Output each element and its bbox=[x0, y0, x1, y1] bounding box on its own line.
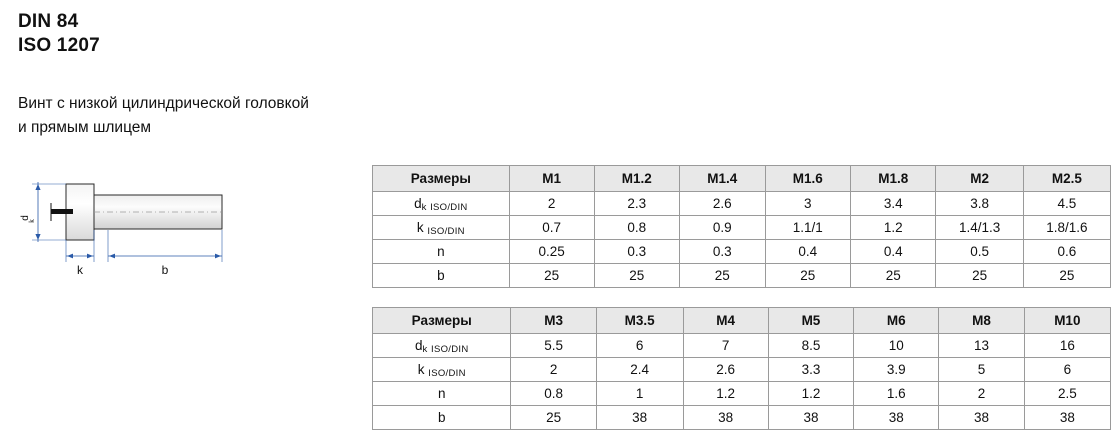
table2-row1-col5: 3.9 bbox=[854, 358, 939, 382]
table2-row1-col4: 3.3 bbox=[768, 358, 853, 382]
table1-row1-col3: 0.9 bbox=[680, 216, 765, 240]
table1-row0-col2: 2.3 bbox=[594, 192, 679, 216]
table1-row1-col6: 1.4/1.3 bbox=[936, 216, 1023, 240]
table1-row3-col6: 25 bbox=[936, 264, 1023, 288]
table2-row1-col3: 2.6 bbox=[683, 358, 768, 382]
table1-row1-col4: 1.1/1 bbox=[765, 216, 850, 240]
table1-row0-col3: 2.6 bbox=[680, 192, 765, 216]
table1-header-2: M1.2 bbox=[594, 166, 679, 192]
table1-row2-col6: 0.5 bbox=[936, 240, 1023, 264]
table2-header-0: Размеры bbox=[373, 308, 511, 334]
table1-row3-col5: 25 bbox=[851, 264, 936, 288]
table1-row0-label: $d_k$ ISO/DIN bbox=[373, 192, 510, 216]
left-column bbox=[18, 10, 368, 140]
table1-row3-label: b bbox=[373, 264, 510, 288]
standard-title bbox=[18, 10, 368, 58]
screw-technical-drawing bbox=[8, 168, 258, 293]
standard-iso: ISO 1207 bbox=[18, 35, 100, 56]
table1-row0-col6: 3.8 bbox=[936, 192, 1023, 216]
table2-row1-col7: 6 bbox=[1024, 358, 1110, 382]
table1-row0-col5: 3.4 bbox=[851, 192, 936, 216]
table2-row2-col7: 2.5 bbox=[1024, 382, 1110, 406]
table2-row3-label: b bbox=[373, 406, 511, 430]
table1-row0-col4: 3 bbox=[765, 192, 850, 216]
table1-header-7: M2.5 bbox=[1023, 166, 1110, 192]
table1-row0-col1: 2 bbox=[509, 192, 594, 216]
description-line-1: Винт с низкой цилиндрической головкой bbox=[18, 95, 309, 112]
table1-row0-col7: 4.5 bbox=[1023, 192, 1110, 216]
table2-row3-col7: 38 bbox=[1024, 406, 1110, 430]
table2-header-4: M5 bbox=[768, 308, 853, 334]
product-description bbox=[18, 92, 368, 140]
table2-row0-col2: 6 bbox=[596, 334, 683, 358]
table1-row1-col5: 1.2 bbox=[851, 216, 936, 240]
dimensions-table-2-wrapper bbox=[372, 307, 1111, 430]
table2-header-5: M6 bbox=[854, 308, 939, 334]
table2-row0-col3: 7 bbox=[683, 334, 768, 358]
table1-header-3: M1.4 bbox=[680, 166, 765, 192]
table2-row2-col6: 2 bbox=[939, 382, 1024, 406]
table-row bbox=[373, 264, 1111, 288]
table2-header-2: M3.5 bbox=[596, 308, 683, 334]
standard-din: DIN 84 bbox=[18, 11, 79, 32]
table1-header-1: M1 bbox=[509, 166, 594, 192]
svg-text:k: k bbox=[29, 219, 36, 223]
table2-row0-col7: 16 bbox=[1024, 334, 1110, 358]
table-header-row bbox=[373, 308, 1111, 334]
table-row bbox=[373, 358, 1111, 382]
table2-row0-col6: 13 bbox=[939, 334, 1024, 358]
table2-row3-col4: 38 bbox=[768, 406, 853, 430]
table2-row2-col5: 1.6 bbox=[854, 382, 939, 406]
table2-row3-col3: 38 bbox=[683, 406, 768, 430]
dimensions-table-1 bbox=[372, 165, 1111, 288]
table2-row2-col3: 1.2 bbox=[683, 382, 768, 406]
table2-row1-col1: 2 bbox=[511, 358, 596, 382]
table1-row1-label: k ISO/DIN bbox=[373, 216, 510, 240]
table2-row0-col1: 5.5 bbox=[511, 334, 596, 358]
table1-row2-col7: 0.6 bbox=[1023, 240, 1110, 264]
table1-header-6: M2 bbox=[936, 166, 1023, 192]
table1-row2-col2: 0.3 bbox=[594, 240, 679, 264]
table2-header-7: M10 bbox=[1024, 308, 1110, 334]
dimension-label-b: b bbox=[161, 263, 169, 277]
table-row bbox=[373, 240, 1111, 264]
table1-row2-col1: 0.25 bbox=[509, 240, 594, 264]
table2-row1-col6: 5 bbox=[939, 358, 1024, 382]
table-header-row bbox=[373, 166, 1111, 192]
table2-row3-col5: 38 bbox=[854, 406, 939, 430]
table2-row2-label: n bbox=[373, 382, 511, 406]
table2-row1-label: k ISO/DIN bbox=[373, 358, 511, 382]
description-line-2: и прямым шлицем bbox=[18, 119, 152, 136]
dimensions-table-2 bbox=[372, 307, 1111, 430]
table2-row1-col2: 2.4 bbox=[596, 358, 683, 382]
table1-row3-col7: 25 bbox=[1023, 264, 1110, 288]
table1-row2-col3: 0.3 bbox=[680, 240, 765, 264]
table2-row3-col6: 38 bbox=[939, 406, 1024, 430]
screw-drawing-svg bbox=[8, 168, 258, 293]
table2-row2-col1: 0.8 bbox=[511, 382, 596, 406]
table-row bbox=[373, 216, 1111, 240]
table2-row0-col5: 10 bbox=[854, 334, 939, 358]
table-row bbox=[373, 334, 1111, 358]
table2-row2-col4: 1.2 bbox=[768, 382, 853, 406]
table1-row2-label: n bbox=[373, 240, 510, 264]
table2-header-1: M3 bbox=[511, 308, 596, 334]
table1-row2-col4: 0.4 bbox=[765, 240, 850, 264]
table2-header-6: M8 bbox=[939, 308, 1024, 334]
table-row bbox=[373, 382, 1111, 406]
table2-row3-col2: 38 bbox=[596, 406, 683, 430]
table-row bbox=[373, 192, 1111, 216]
table2-row2-col2: 1 bbox=[596, 382, 683, 406]
dimension-label-k: k bbox=[77, 263, 83, 277]
table1-row3-col3: 25 bbox=[680, 264, 765, 288]
table1-row1-col2: 0.8 bbox=[594, 216, 679, 240]
table2-row0-label: $d_k$ ISO/DIN bbox=[373, 334, 511, 358]
table1-row1-col1: 0.7 bbox=[509, 216, 594, 240]
table1-header-4: M1.6 bbox=[765, 166, 850, 192]
dimensions-table-1-wrapper bbox=[372, 165, 1111, 288]
table1-row1-col7: 1.8/1.6 bbox=[1023, 216, 1110, 240]
table-row bbox=[373, 406, 1111, 430]
table2-row3-col1: 25 bbox=[511, 406, 596, 430]
table1-row2-col5: 0.4 bbox=[851, 240, 936, 264]
table2-row0-col4: 8.5 bbox=[768, 334, 853, 358]
table1-row3-col1: 25 bbox=[509, 264, 594, 288]
table2-header-3: M4 bbox=[683, 308, 768, 334]
dimension-label-dk: d bbox=[20, 215, 31, 221]
table1-header-5: M1.8 bbox=[851, 166, 936, 192]
table1-row3-col2: 25 bbox=[594, 264, 679, 288]
table1-header-0: Размеры bbox=[373, 166, 510, 192]
table1-row3-col4: 25 bbox=[765, 264, 850, 288]
